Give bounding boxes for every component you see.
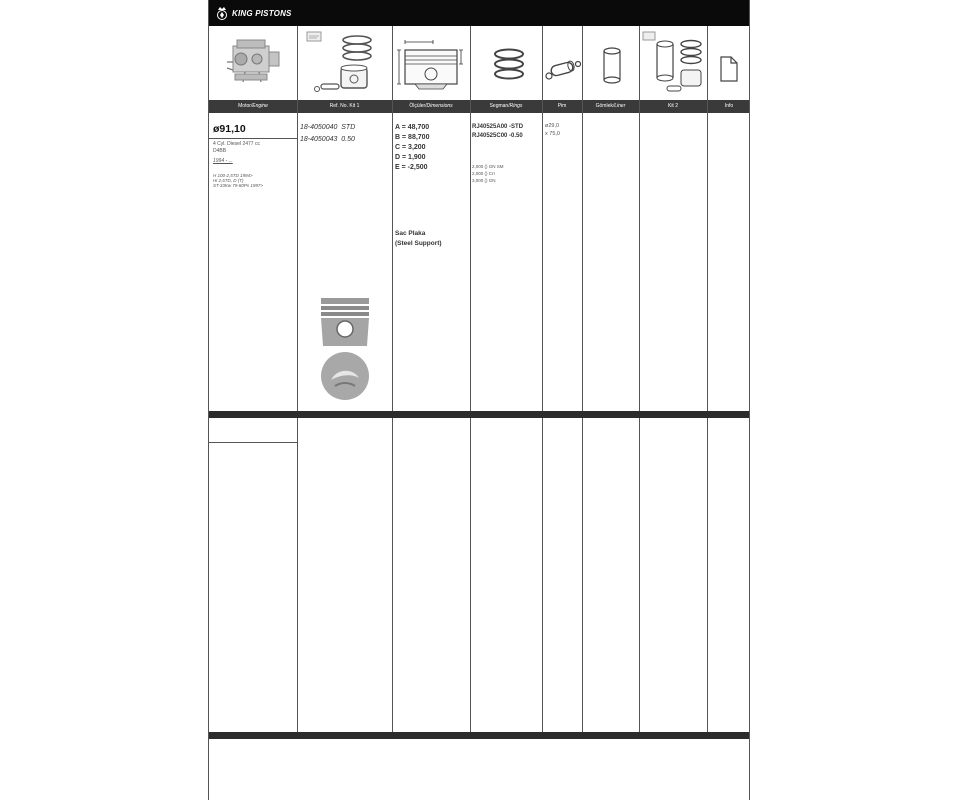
engine-description: 4 Cyl. Diesel 2477 cc <box>213 141 260 147</box>
vehicle-model: ST-33Kw 79-80Ps 1997> <box>213 183 263 188</box>
piston-dimensions-icon <box>395 36 469 92</box>
engine-cell-line <box>209 442 297 443</box>
column-divider <box>639 26 640 732</box>
header-ref-kit1: Ref. No. Kit 1 <box>329 103 360 109</box>
dimension-a: A = 48,700 <box>395 124 430 131</box>
dimension-b: B = 88,700 <box>395 134 430 141</box>
section-divider <box>209 732 749 739</box>
engine-code: D4BB <box>213 148 227 154</box>
catalog-sheet <box>208 0 750 800</box>
support-type: Sac Plaka <box>395 230 426 237</box>
cylinder-liner-icon <box>601 46 623 86</box>
piston-pin-icon <box>545 58 581 82</box>
top-bar <box>209 0 749 26</box>
ring-spec: 2,000 () CrI <box>472 171 495 176</box>
piston-rings-icon <box>487 46 531 86</box>
ref-number: 18-4050043 0.50 <box>300 136 355 143</box>
piston-side-view-icon <box>317 296 373 348</box>
engine-year: 1994 - ... <box>213 158 233 164</box>
column-header-bar <box>209 100 749 113</box>
vehicle-model: H 100-2,5TD 1994> <box>213 173 253 178</box>
vehicle-model: Hi 2,5TD, D (T) <box>213 178 244 183</box>
document-icon <box>720 56 738 82</box>
dimension-c: C = 3,200 <box>395 144 426 151</box>
brand <box>215 5 292 21</box>
piston-crown-icon <box>319 350 371 402</box>
ring-spec: 3,000 () GN <box>472 178 496 183</box>
header-pin: Pim <box>557 103 567 109</box>
header-rings: Segman/Rings <box>489 103 523 109</box>
header-info: Info <box>724 103 734 109</box>
ring-spec: 2,000 () GN SM <box>472 164 504 169</box>
bore-underline <box>209 138 297 139</box>
column-divider <box>297 26 298 732</box>
piston-liner-kit-icon <box>641 30 705 96</box>
ref-number: 18-4050040 STD <box>300 124 356 131</box>
section-divider <box>209 411 749 418</box>
dimension-d: D = 1,900 <box>395 154 426 161</box>
engine-icon <box>221 32 287 90</box>
pin-length: x 75,0 <box>545 131 560 137</box>
king-crown-icon <box>215 5 229 21</box>
header-engine: Motor/Engine <box>238 103 268 109</box>
bore-diameter: ø91,10 <box>213 123 246 135</box>
column-divider <box>582 26 583 732</box>
piston-kit-icon <box>301 30 385 96</box>
column-divider <box>707 26 708 732</box>
support-type-en: (Steel Support) <box>395 240 442 247</box>
ring-code: RJ40525C00 -0.50 <box>472 133 523 139</box>
brand-name: KING PISTONS <box>232 8 292 18</box>
header-dimensions: Ölçüler/Dimensions <box>409 103 453 109</box>
pin-diameter: ø29,0 <box>545 123 560 129</box>
column-divider <box>542 26 543 732</box>
header-kit2: Kit 2 <box>667 103 678 109</box>
dimension-e: E = -2,500 <box>395 164 428 171</box>
ring-code: RJ40525A00 -STD <box>472 124 524 130</box>
header-liner: Gömlek/Liner <box>595 103 626 109</box>
column-divider <box>392 26 393 732</box>
column-divider <box>470 26 471 732</box>
